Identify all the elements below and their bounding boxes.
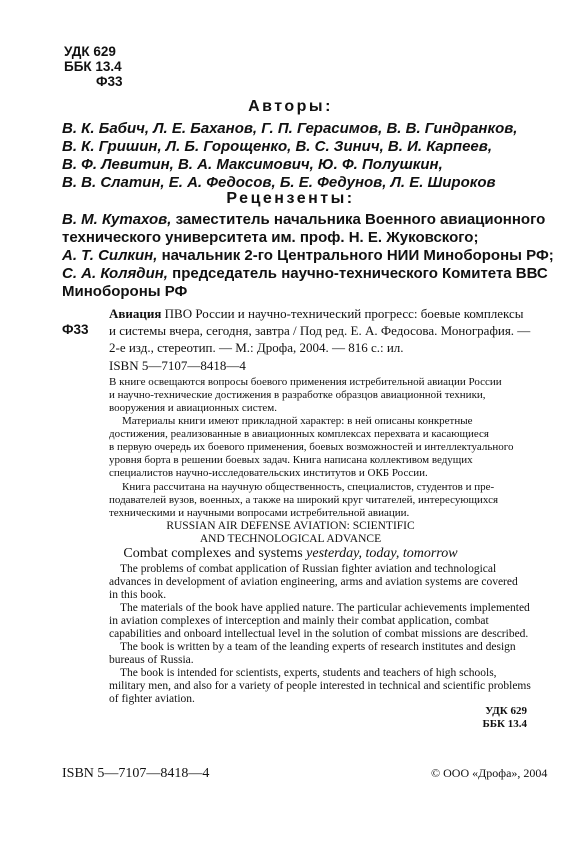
bib-title: Авиация	[109, 306, 162, 321]
english-line: advances in development of aviation engineering, arms and aviation systems are covered	[109, 576, 518, 588]
footer-classification	[482, 705, 527, 731]
reviewer-name: С. А. Колядин,	[62, 265, 168, 282]
bib-line: и системы вчера, сегодня, завтра / Под ред. Е. А. Федосова. Монография. —	[109, 323, 531, 338]
english-line: The materials of the book have applied nature. The particular achievements implemented	[120, 602, 530, 614]
reviewer-name: В. М. Кутахов,	[62, 211, 172, 228]
footer-udk: УДК 629	[485, 705, 527, 717]
english-title-line: AND TECHNOLOGICAL ADVANCE	[199, 533, 382, 545]
english-line: in this book.	[109, 589, 167, 601]
english-line: capabilities and onboard intellectual level in the solution of combat missions are described.	[109, 628, 529, 640]
annotation-line: В книге освещаются вопросы боевого применения истребительной авиации России	[109, 376, 502, 388]
authors-heading: Авторы:	[248, 98, 333, 115]
english-line: bureaus of Russia.	[109, 654, 194, 666]
english-title-line: RUSSIAN AIR DEFENSE AVIATION: SCIENTIFIC	[166, 520, 415, 532]
annotation-line: Книга рассчитана на научную общественность, специалистов, студентов и пре-	[122, 481, 495, 493]
reviewer-position: заместитель начальника Военного авиационного	[171, 211, 546, 228]
udk-code: УДК 629	[64, 44, 116, 59]
authors-line: В. К. Гришин, Л. Б. Горощенко, В. С. Зинич, В. И. Карпеев,	[62, 138, 493, 155]
english-line: military men, and also for a variety of people interested in technical and scientific problems	[109, 680, 531, 692]
english-line: The book is intended for scientists, experts, students and teachers of high schools,	[120, 667, 497, 679]
reviewer-line	[62, 211, 545, 228]
annotation-line: уровня борта в решении боевых задач. Книга написана коллективом ведущих	[109, 454, 473, 466]
footer-bbk: ББК 13.4	[482, 718, 527, 730]
authors-line: В. Ф. Левитин, В. А. Максимович, Ю. Ф. Полушкин,	[62, 156, 443, 173]
annotation-line: в первую очередь их боевого применения, боевых возможностей и интеллектуального	[109, 441, 514, 453]
annotation-line: и научно-технические достижения в разработке образцов авиационной техники,	[109, 389, 486, 401]
english-line: The problems of combat application of Russian fighter aviation and technological	[120, 563, 497, 575]
english-subtitle-italic: yesterday, today, tomorrow	[306, 546, 458, 561]
annotation-line: Материалы книги имеют прикладной характер: в ней описаны конкретные	[122, 415, 473, 427]
reviewer-line	[62, 247, 554, 264]
catalog-code: Ф33	[62, 322, 89, 337]
classification-block	[64, 44, 123, 89]
bib-isbn: ISBN 5—7107—8418—4	[109, 358, 246, 373]
reviewer-line: технического университета им. проф. Н. Е. Жуковского;	[62, 229, 479, 246]
footer-copyright: © ООО «Дрофа», 2004	[431, 766, 548, 780]
bbk-code: ББК 13.4	[64, 59, 122, 74]
author-code: Ф33	[96, 74, 123, 89]
reviewer-position: начальник 2-го Центрального НИИ Минобороны РФ;	[157, 247, 554, 264]
bib-title-rest: ПВО России и научно-технический прогресс: боевые комплексы	[161, 306, 524, 321]
english-subtitle-plain: Combat complexes and systems	[123, 546, 307, 561]
reviewer-name: А. Т. Силкин,	[62, 247, 158, 264]
english-line: The book is written by a team of the leanding experts of research institutes and design	[120, 641, 516, 653]
reviewer-line	[62, 265, 548, 282]
english-subtitle	[0, 546, 581, 562]
authors-line: В. В. Слатин, Е. А. Федосов, Б. Е. Федунов, Л. Е. Широков	[62, 174, 496, 191]
english-line: in aviation complexes of interception and mainly their combat application, combat	[109, 615, 489, 627]
annotation-line: вооружения и авиационных систем.	[109, 402, 277, 414]
reviewer-position: председатель научно-технического Комитета ВВС	[167, 265, 548, 282]
footer-isbn: ISBN 5—7107—8418—4	[62, 766, 210, 781]
annotation-line: достижения, реализованные в авиационных комплексах перехвата и касающиеся	[109, 428, 489, 440]
bib-line	[109, 305, 524, 322]
english-line: of fighter aviation.	[109, 693, 195, 705]
annotation-line: подавателей вузов, военных, а также на широкий круг читателей, интересующихся	[109, 494, 499, 506]
annotation-line: специалистов научно-исследовательских институтов и ОКБ России.	[109, 467, 428, 479]
annotation-line: техническими и научными вопросами истребительной авиации.	[109, 507, 410, 519]
reviewers-heading: Рецензенты:	[226, 190, 355, 207]
authors-line: В. К. Бабич, Л. Е. Баханов, Г. П. Герасимов, В. В. Гиндранков,	[62, 120, 518, 137]
bib-line: 2-е изд., стереотип. — М.: Дрофа, 2004. — 816 с.: ил.	[109, 340, 404, 355]
reviewer-line: Минобороны РФ	[62, 283, 188, 300]
